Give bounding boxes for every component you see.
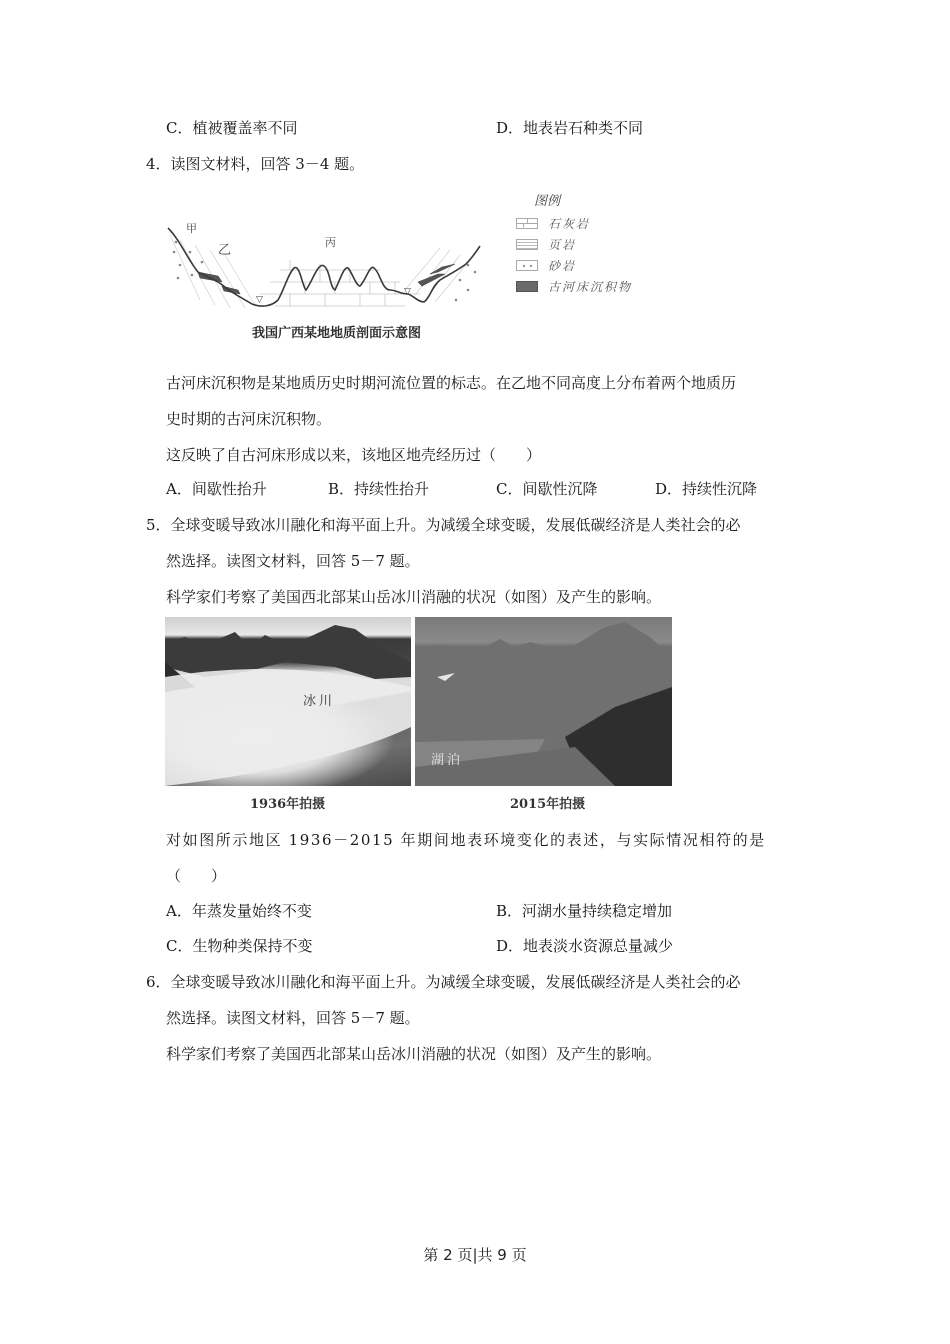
q5-stem-line1: 5．全球变暖导致冰川融化和海平面上升。为减缓全球变暖，发展低碳经济是人类社会的必 [146,516,741,534]
label-yi: 乙 [218,243,232,258]
sandstone-swatch-icon [516,260,538,271]
q5-question-line2: （ ） [166,867,227,885]
mountain-silhouette-1936 [165,617,411,786]
figure-caption: 我国广西某地地质剖面示意图 [252,326,422,341]
q5-material: 科学家们考察了美国西北部某山岳冰川消融的状况（如图）及产生的影响。 [166,588,662,606]
photo-1936-caption: 1936年拍摄 [250,797,326,812]
shale-swatch-icon [516,239,538,250]
option-c-prev: C．植被覆盖率不同 [166,119,298,137]
q5-option-a: A．年蒸发量始终不变 [166,902,312,920]
geologic-cross-section-figure [160,190,490,350]
q4-material-line2: 史时期的古河床沉积物。 [166,410,332,428]
limestone-swatch-icon [516,218,538,229]
q6-stem-line1: 6．全球变暖导致冰川融化和海平面上升。为减缓全球变暖，发展低碳经济是人类社会的必 [146,973,741,991]
legend-item-sandstone: 砂岩 [516,258,576,272]
label-jia: 甲 [186,222,197,235]
q6-material: 科学家们考察了美国西北部某山岳冰川消融的状况（如图）及产生的影响。 [166,1045,662,1063]
q5-option-b: B．河湖水量持续稳定增加 [496,902,673,920]
legend-title: 图例 [534,194,561,209]
q4-material-line1: 古河床沉积物是某地质历史时期河流位置的标志。在乙地不同高度上分布着两个地质历 [166,374,737,392]
legend-item-shale: 页岩 [516,237,576,251]
q4-option-d: D．持续性沉降 [655,480,758,498]
deposit-swatch-icon [516,281,538,292]
label-bing: 丙 [325,236,336,249]
photo-1936-glacier [165,617,411,786]
q4-option-c: C．间歇性沉降 [496,480,598,498]
legend-item-deposit: 古河床沉积物 [516,279,632,293]
cross-section-diagram [160,190,490,320]
page-indicator: 第 2 页|共 9 页 [423,1246,527,1264]
photo-2015-caption: 2015年拍摄 [510,797,586,812]
lake-label: 湖泊 [431,753,464,768]
q6-stem-line2: 然选择。读图文材料，回答 5－7 题。 [166,1009,420,1027]
photo-2015-lake [415,617,672,786]
q4-option-b: B．持续性抬升 [328,480,430,498]
q5-option-d: D．地表淡水资源总量减少 [496,937,674,955]
water-level-symbol-left: ▽ [256,295,263,305]
q5-option-c: C．生物种类保持不变 [166,937,313,955]
glacier-label: 冰川 [303,694,336,709]
q4-stem: 4．读图文材料，回答 3－4 题。 [146,155,365,173]
option-d-prev: D．地表岩石种类不同 [496,119,644,137]
q4-question: 这反映了自古河床形成以来，该地区地壳经历过（ ） [166,446,542,464]
q5-question-line1: 对如图所示地区 1936－2015 年期间地表环境变化的表述，与实际情况相符的是 [166,831,766,849]
q4-option-a: A．间歇性抬升 [166,480,267,498]
legend-item-limestone: 石灰岩 [516,216,590,230]
q5-stem-line2: 然选择。读图文材料，回答 5－7 题。 [166,552,420,570]
water-level-symbol-right: ▽ [404,287,411,297]
